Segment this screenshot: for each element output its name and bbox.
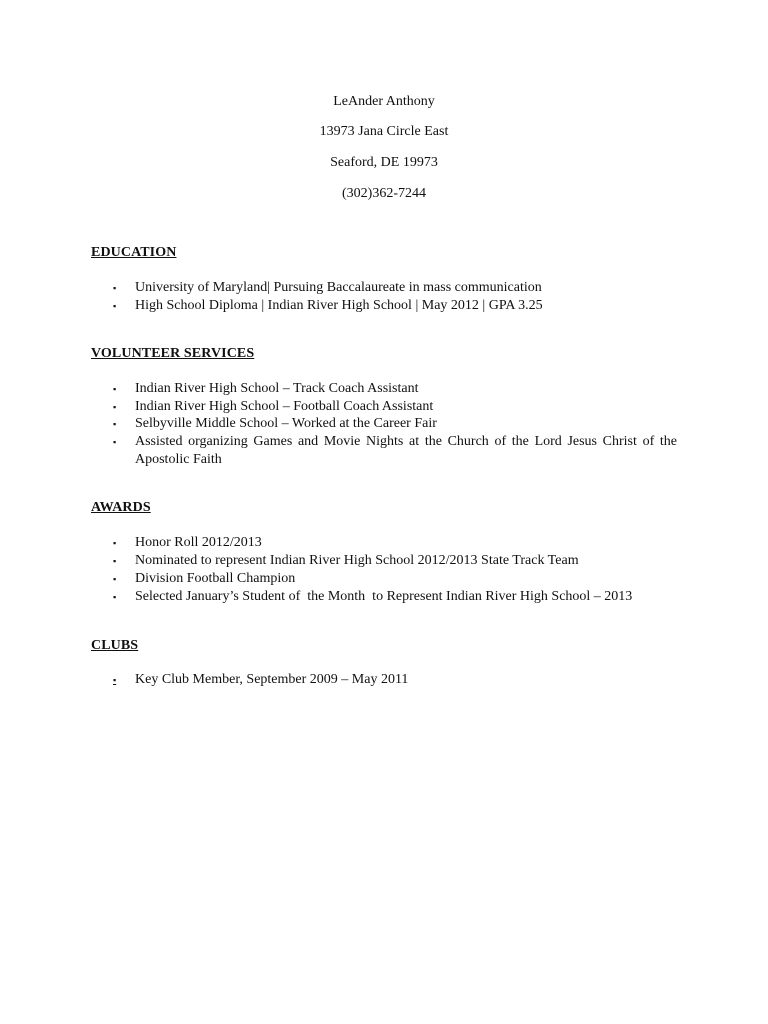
awards-item-text: Division Football Champion bbox=[135, 571, 296, 586]
bullet-icon: ▪ bbox=[113, 384, 117, 394]
bullet-icon: ▪ bbox=[113, 675, 117, 685]
education-item bbox=[113, 297, 677, 315]
awards-item bbox=[113, 552, 677, 570]
contact-street: 13973 Jana Circle East bbox=[319, 124, 449, 139]
clubs-heading: CLUBS bbox=[91, 638, 139, 653]
contact-name: LeAnder Anthony bbox=[333, 94, 435, 109]
clubs-item bbox=[113, 671, 677, 689]
contact-phone: (302)362-7244 bbox=[342, 186, 426, 201]
awards-item-text: Nominated to represent Indian River High School 2012/2013 State Track Team bbox=[135, 553, 579, 568]
awards-item bbox=[113, 570, 677, 588]
education-item bbox=[113, 279, 677, 297]
volunteer-heading: VOLUNTEER SERVICES bbox=[91, 346, 255, 361]
education-item-text: High School Diploma | Indian River High School | May 2012 | GPA 3.25 bbox=[135, 298, 543, 313]
volunteer-item bbox=[113, 398, 677, 416]
bullet-icon: ▪ bbox=[113, 538, 117, 548]
bullet-icon: ▪ bbox=[113, 574, 117, 584]
volunteer-item-text: Indian River High School – Football Coach Assistant bbox=[135, 399, 434, 414]
awards-item bbox=[113, 534, 677, 552]
education-heading: EDUCATION bbox=[91, 245, 177, 260]
volunteer-item-text: Assisted organizing Games and Movie Nights at the Church of the Lord Jesus Christ of the Apostolic Faith bbox=[135, 434, 677, 467]
education-item-text: University of Maryland| Pursuing Baccalaureate in mass communication bbox=[135, 280, 542, 295]
bullet-icon: ▪ bbox=[113, 301, 117, 311]
bullet-icon: ▪ bbox=[113, 592, 117, 602]
volunteer-item-text: Selbyville Middle School – Worked at the Career Fair bbox=[135, 416, 437, 431]
clubs-item-text: Key Club Member, September 2009 – May 2011 bbox=[135, 672, 409, 687]
bullet-icon: ▪ bbox=[113, 283, 117, 293]
awards-item-text: Selected January’s Student of the Month to Represent Indian River High School – 2013 bbox=[135, 589, 633, 604]
awards-item-text: Honor Roll 2012/2013 bbox=[135, 535, 262, 550]
bullet-icon: ▪ bbox=[113, 419, 117, 429]
awards-heading: AWARDS bbox=[91, 500, 151, 515]
volunteer-item bbox=[113, 415, 677, 433]
bullet-icon: ▪ bbox=[113, 556, 117, 566]
bullet-icon: ▪ bbox=[113, 402, 117, 412]
volunteer-item bbox=[113, 433, 677, 469]
contact-city: Seaford, DE 19973 bbox=[330, 155, 438, 170]
volunteer-item bbox=[113, 380, 677, 398]
bullet-icon: ▪ bbox=[113, 437, 117, 447]
volunteer-item-text: Indian River High School – Track Coach Assistant bbox=[135, 381, 419, 396]
awards-item bbox=[113, 588, 677, 606]
